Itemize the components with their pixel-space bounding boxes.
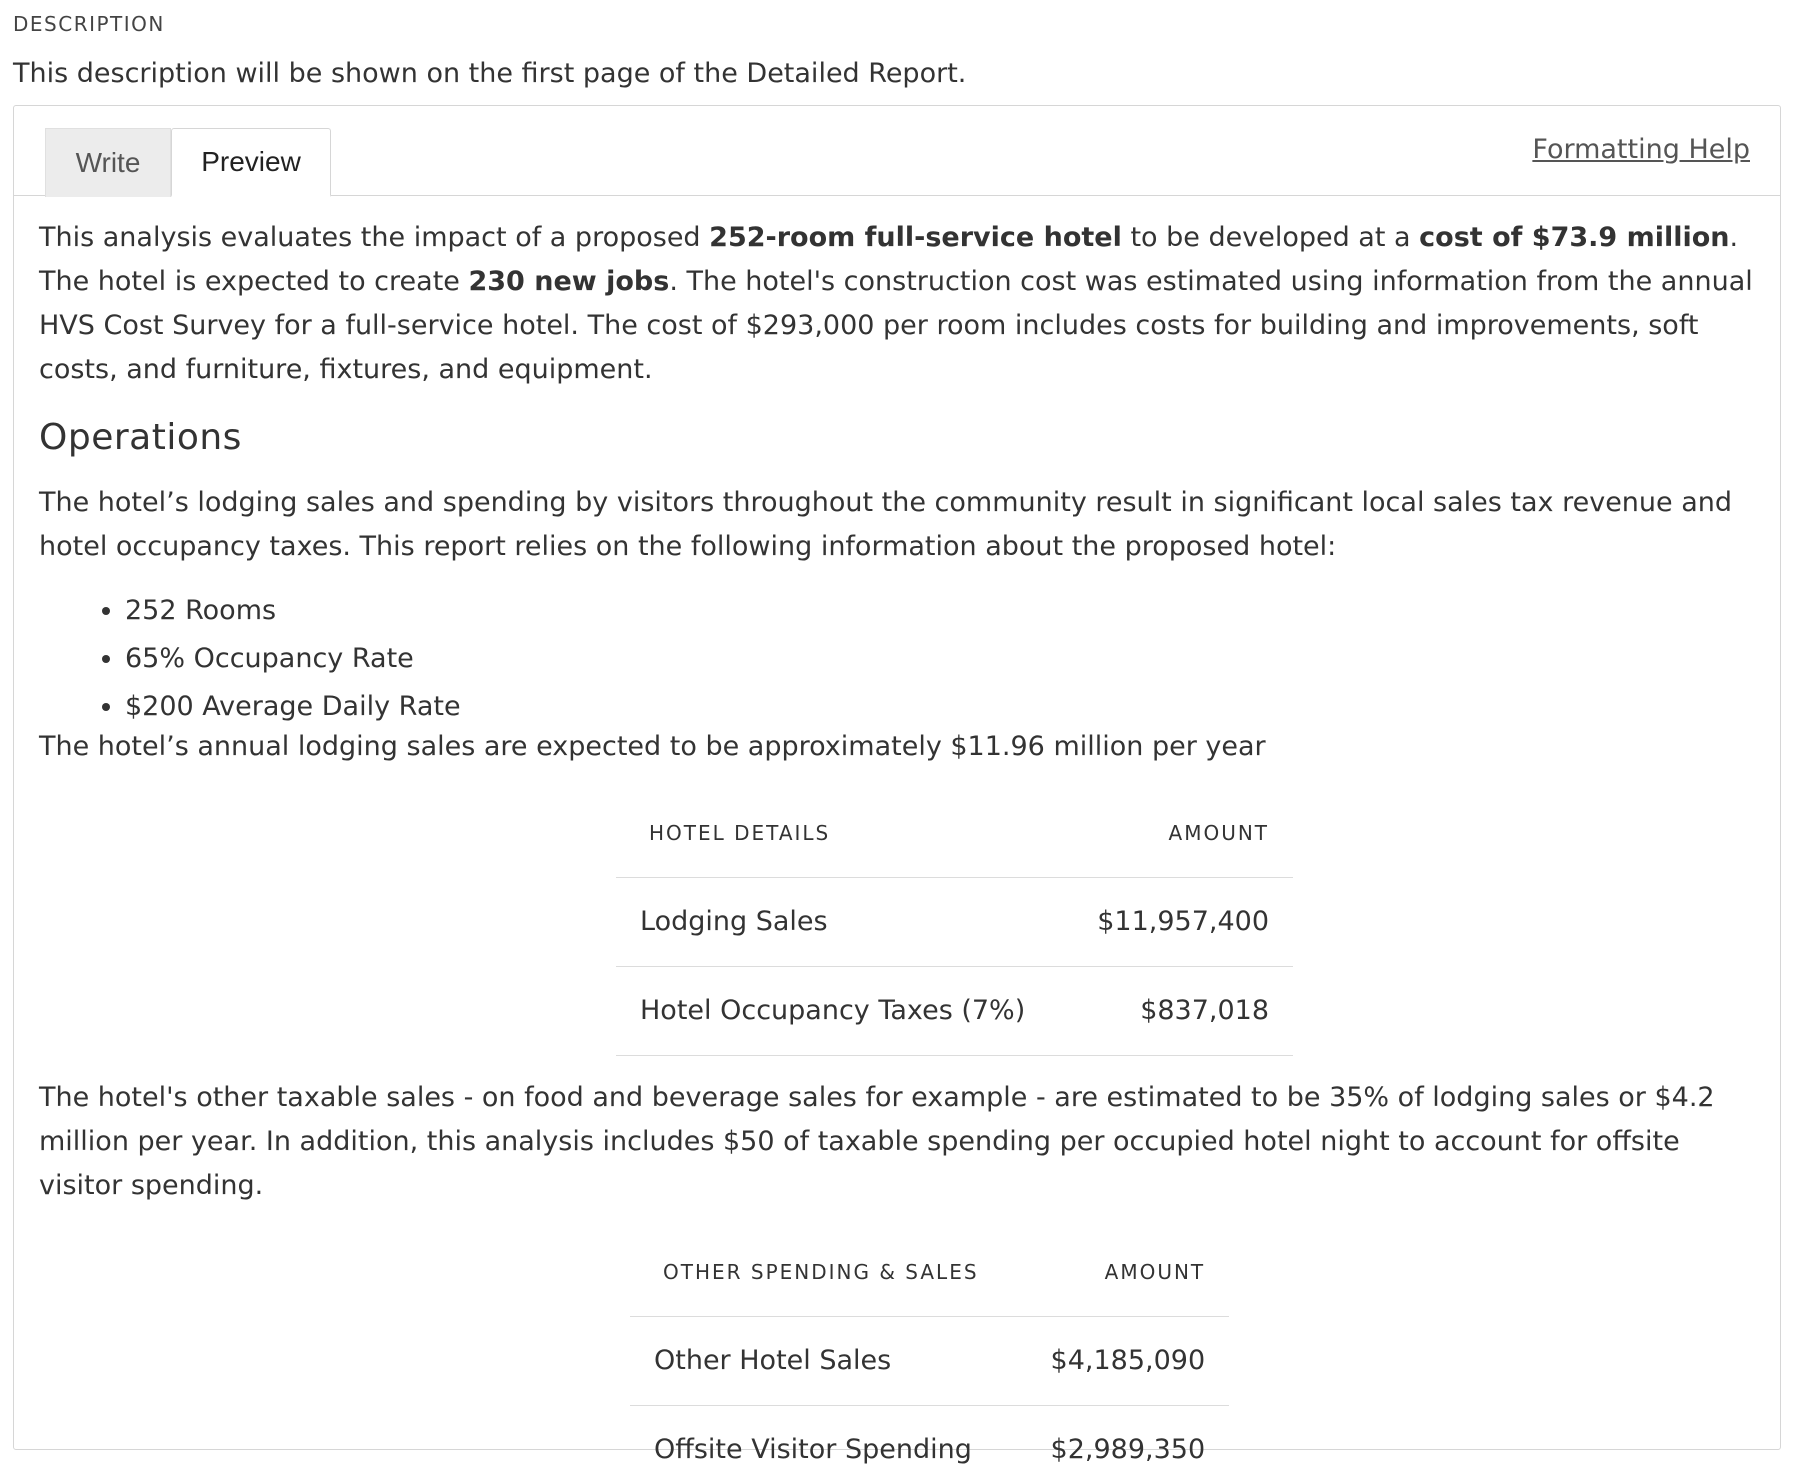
table-row <box>630 1317 1229 1406</box>
row-amount: $837,018 <box>1049 967 1293 1056</box>
hotel-details-table <box>616 789 1293 1056</box>
other-spending-table <box>630 1228 1229 1468</box>
operations-heading: Operations <box>39 417 242 458</box>
intro-text-2: to be developed at a <box>1121 222 1420 253</box>
section-label: DESCRIPTION <box>13 12 165 36</box>
editor-tab-bar <box>14 106 1780 196</box>
description-helper-text: This description will be shown on the first page of the Detailed Report. <box>13 58 967 89</box>
column-header: AMOUNT <box>1049 789 1293 878</box>
row-label: Hotel Occupancy Taxes (7%) <box>616 967 1049 1056</box>
table-row <box>616 878 1293 967</box>
intro-bold-jobs: 230 new jobs <box>468 266 670 297</box>
column-header: AMOUNT <box>1003 1228 1230 1317</box>
hotel-facts-list <box>39 587 1769 731</box>
table-header-row <box>616 789 1293 878</box>
row-label: Other Hotel Sales <box>630 1317 1003 1406</box>
annual-sales-sentence: The hotel’s annual lodging sales are expected to be approximately $11.96 million per year <box>39 731 1266 762</box>
tab-preview[interactable]: Preview <box>171 128 331 197</box>
intro-bold-cost: cost of $73.9 million <box>1419 222 1730 253</box>
row-label: Lodging Sales <box>616 878 1049 967</box>
table-row <box>630 1406 1229 1468</box>
intro-text-1: This analysis evaluates the impact of a proposed <box>39 222 710 253</box>
intro-text-4: . The hotel's construction cost was estimated using information from the annual HVS Cost Survey for a full-service hotel. The cost of $293,000 per room includes costs for building and improvements, soft costs, and furniture, fixtures, and equipment. <box>39 266 1753 385</box>
markdown-editor <box>13 105 1781 1465</box>
tab-write[interactable]: Write <box>45 128 171 197</box>
intro-paragraph <box>39 216 1769 392</box>
row-label: Offsite Visitor Spending <box>630 1406 1003 1468</box>
row-amount: $11,957,400 <box>1049 878 1293 967</box>
intro-bold-rooms: 252-room full-service hotel <box>709 222 1122 253</box>
row-amount: $2,989,350 <box>1003 1406 1230 1468</box>
table-header-row <box>630 1228 1229 1317</box>
column-header: HOTEL DETAILS <box>616 789 1049 878</box>
column-header: OTHER SPENDING & SALES <box>630 1228 1003 1317</box>
other-sales-paragraph: The hotel's other taxable sales - on food and beverage sales for example - are estimated to be 35% of lodging sales or $4.2 million per year. In addition, this analysis includes $50 of taxable spending per occupied hotel night to account for offsite visitor spending. <box>39 1082 1715 1201</box>
intro-text-3: . The hotel is expected to create <box>39 222 1739 297</box>
row-amount: $4,185,090 <box>1003 1317 1230 1406</box>
preview-pane <box>39 216 1769 1468</box>
list-item: • 65% Occupancy Rate <box>125 635 1769 683</box>
table-row <box>616 967 1293 1056</box>
list-item: • $200 Average Daily Rate <box>125 683 1769 731</box>
list-item: • 252 Rooms <box>125 587 1769 635</box>
operations-paragraph: The hotel’s lodging sales and spending by visitors throughout the community result in significant local sales tax revenue and hotel occupancy taxes. This report relies on the following information about the proposed hotel: <box>39 487 1733 562</box>
formatting-help-link[interactable]: Formatting Help <box>1532 134 1750 165</box>
